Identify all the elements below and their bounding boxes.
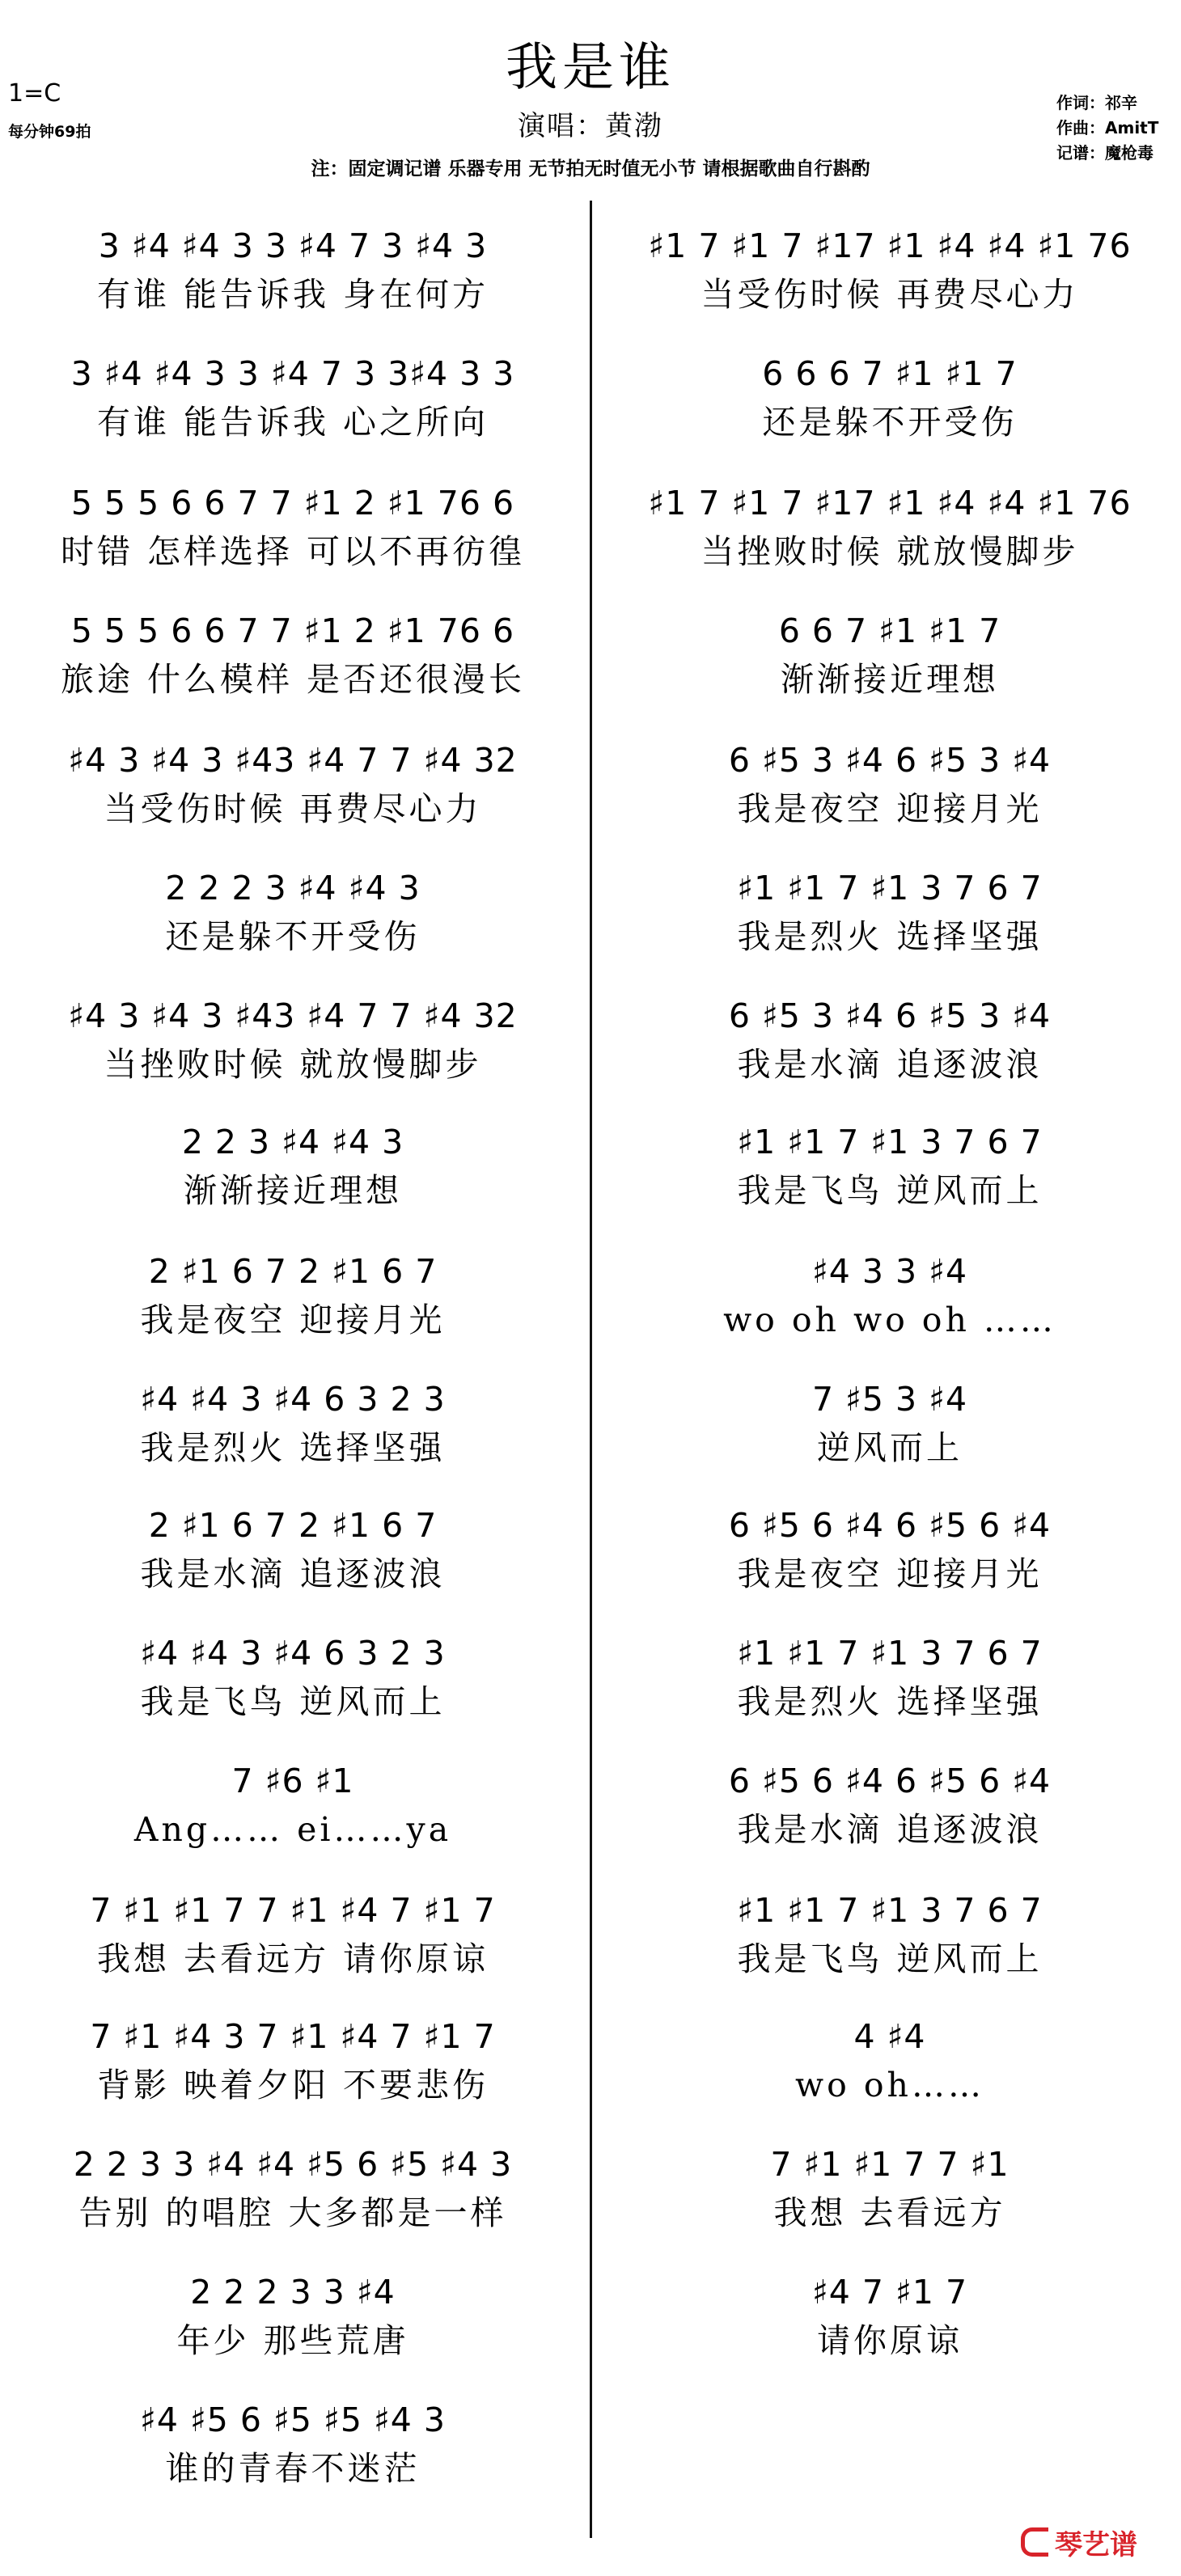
score-row [8, 2392, 578, 2489]
lyric-line: 我想 去看远方 [773, 2193, 1006, 2232]
score-row [8, 1372, 578, 1469]
note-numbers: ♯4 3 ♯4 3 ♯43 ♯4 7 7 ♯4 32 [68, 741, 518, 780]
lyric-line: wo oh wo oh …… [723, 1301, 1056, 1339]
score-row [605, 1244, 1175, 1341]
watermark-logo [1021, 2522, 1137, 2562]
note-numbers: ♯4 ♯4 3 ♯4 6 3 2 3 [140, 1634, 446, 1673]
lyric-line: 我是飞鸟 逆风而上 [737, 1939, 1043, 1978]
lyric-line: 逆风而上 [817, 1428, 963, 1467]
score-row [605, 603, 1175, 700]
note-numbers: 7 ♯6 ♯1 [231, 1762, 354, 1800]
lyric-line: 当挫败时候 就放慢脚步 [701, 532, 1079, 571]
lyric-line: 我是烈火 选择坚强 [737, 1682, 1043, 1721]
score-row [8, 1626, 578, 1723]
lyricist-credit: 作词：祁辛 [1056, 93, 1137, 112]
score-row [605, 346, 1175, 443]
lyric-line: 时错 怎样选择 可以不再彷徨 [60, 532, 526, 571]
note-numbers: 2 2 3 ♯4 ♯4 3 [181, 1123, 404, 1161]
score-row [605, 1372, 1175, 1469]
score-row [8, 1753, 578, 1851]
lyric-line: 我是水滴 追逐波浪 [737, 1045, 1043, 1084]
column-divider [590, 201, 592, 2538]
lyric-line: 我是烈火 选择坚强 [140, 1428, 446, 1467]
note-numbers: 5 5 5 6 6 7 7 ♯1 2 ♯1 76 6 [70, 611, 515, 650]
lyric-line: 我是夜空 迎接月光 [737, 789, 1043, 828]
score-row [605, 1115, 1175, 1212]
singer-credit: 演唱：黄渤 [518, 110, 663, 142]
note-numbers: 6 ♯5 3 ♯4 6 ♯5 3 ♯4 [728, 741, 1052, 780]
score-row [605, 1498, 1175, 1595]
note-numbers: ♯4 ♯4 3 ♯4 6 3 2 3 [140, 1380, 446, 1419]
lyric-line: 我想 去看远方 请你原谅 [96, 1939, 489, 1978]
score-row [605, 1626, 1175, 1723]
note-numbers: 7 ♯1 ♯1 7 7 ♯1 ♯4 7 ♯1 7 [90, 1891, 496, 1930]
lyric-line: 当受伤时候 再费尽心力 [104, 789, 482, 828]
lyric-line: 年少 那些荒唐 [176, 2321, 409, 2360]
lyric-line: 有谁 能告诉我 身在何方 [96, 275, 489, 314]
note-numbers: 3 ♯4 ♯4 3 3 ♯4 7 3 3♯4 3 3 [70, 354, 515, 393]
note-numbers: ♯4 7 ♯1 7 [811, 2273, 968, 2312]
watermark-text: 琴艺谱 [1055, 2528, 1137, 2561]
composer-credit: 作曲：AmitT [1056, 118, 1159, 137]
note-numbers: 6 ♯5 6 ♯4 6 ♯5 6 ♯4 [728, 1506, 1052, 1545]
lyric-line: 我是烈火 选择坚强 [737, 917, 1043, 956]
lyric-line: 我是水滴 追逐波浪 [737, 1810, 1043, 1849]
lyric-line: 我是夜空 迎接月光 [140, 1301, 446, 1339]
note-numbers: 6 6 6 7 ♯1 ♯1 7 [762, 354, 1018, 393]
score-row [8, 603, 578, 700]
tempo-marking: 每分钟69拍 [8, 123, 91, 141]
score-row [605, 218, 1175, 315]
note-numbers: 6 6 7 ♯1 ♯1 7 [778, 611, 1001, 650]
lyric-line: Ang…… ei……ya [133, 1810, 452, 1849]
lyric-line: 我是飞鸟 逆风而上 [737, 1171, 1043, 1210]
note-numbers: ♯1 ♯1 7 ♯1 3 7 6 7 [737, 1891, 1043, 1930]
note-numbers: ♯4 ♯5 6 ♯5 ♯5 ♯4 3 [140, 2400, 446, 2439]
lyric-line: 我是夜空 迎接月光 [737, 1554, 1043, 1593]
score-row [605, 861, 1175, 958]
note-numbers: ♯4 3 3 ♯4 [811, 1252, 968, 1291]
transcriber-credit: 记谱：魔枪毒 [1056, 143, 1153, 163]
lyric-line: 还是躲不开受伤 [165, 917, 421, 956]
note-numbers: 2 ♯1 6 7 2 ♯1 6 7 [148, 1506, 438, 1545]
score-row [605, 1883, 1175, 1980]
note-numbers: 7 ♯5 3 ♯4 [811, 1380, 968, 1419]
score-row [8, 1115, 578, 1212]
key-signature: 1=C [8, 79, 61, 108]
score-row [8, 861, 578, 958]
note-numbers: 2 2 3 3 ♯4 ♯4 ♯5 6 ♯5 ♯4 3 [73, 2145, 513, 2184]
lyric-line: 当受伤时候 再费尽心力 [701, 275, 1079, 314]
lyric-line: 旅途 什么模样 是否还很漫长 [60, 660, 526, 699]
score-row [605, 733, 1175, 830]
song-title: 我是谁 [506, 38, 675, 98]
score-row [8, 2137, 578, 2234]
note-numbers: 2 ♯1 6 7 2 ♯1 6 7 [148, 1252, 438, 1291]
score-row [605, 2265, 1175, 2362]
score-row [8, 1883, 578, 1980]
lyric-line: 还是躲不开受伤 [762, 403, 1018, 442]
score-row [8, 2009, 578, 2106]
note-numbers: 7 ♯1 ♯4 3 7 ♯1 ♯4 7 ♯1 7 [90, 2017, 496, 2056]
note-numbers: ♯1 ♯1 7 ♯1 3 7 6 7 [737, 1634, 1043, 1673]
score-row [8, 218, 578, 315]
score-row [8, 476, 578, 573]
score-row [8, 988, 578, 1085]
score-row [605, 988, 1175, 1085]
lyric-line: 渐渐接近理想 [184, 1171, 402, 1210]
score-row [8, 2265, 578, 2362]
lyric-line: 背影 映着夕阳 不要悲伤 [96, 2066, 489, 2104]
lyric-line: 我是飞鸟 逆风而上 [140, 1682, 446, 1721]
note-numbers: 5 5 5 6 6 7 7 ♯1 2 ♯1 76 6 [70, 484, 515, 522]
score-row [605, 1753, 1175, 1851]
score-row [8, 733, 578, 830]
note-numbers: 7 ♯1 ♯1 7 7 ♯1 [770, 2145, 1010, 2184]
note-numbers: 2 2 2 3 ♯4 ♯4 3 [165, 869, 421, 907]
lyric-line: 告别 的唱腔 大多都是一样 [78, 2193, 507, 2232]
notation-note: 注：固定调记谱 乐器专用 无节拍无时值无小节 请根据歌曲自行斟酌 [311, 159, 870, 180]
score-row [605, 476, 1175, 573]
lyric-line: 谁的青春不迷茫 [165, 2449, 421, 2488]
lyric-line: wo oh…… [795, 2066, 984, 2104]
score-row [605, 2137, 1175, 2234]
lyric-line: 请你原谅 [817, 2321, 963, 2360]
note-numbers: 4 ♯4 [853, 2017, 926, 2056]
score-row [8, 1244, 578, 1341]
note-numbers: 2 2 2 3 3 ♯4 [190, 2273, 396, 2312]
note-numbers: 3 ♯4 ♯4 3 3 ♯4 7 3 ♯4 3 [98, 226, 488, 265]
score-row [8, 1498, 578, 1595]
note-numbers: 6 ♯5 6 ♯4 6 ♯5 6 ♯4 [728, 1762, 1052, 1800]
lyric-line: 我是水滴 追逐波浪 [140, 1554, 446, 1593]
lyric-line: 渐渐接近理想 [781, 660, 999, 699]
score-row [8, 346, 578, 443]
note-numbers: ♯1 7 ♯1 7 ♯17 ♯1 ♯4 ♯4 ♯1 76 [648, 226, 1132, 265]
note-numbers: ♯1 ♯1 7 ♯1 3 7 6 7 [737, 869, 1043, 907]
lyric-line: 当挫败时候 就放慢脚步 [104, 1045, 482, 1084]
score-row [605, 2009, 1175, 2106]
qinyipu-logo-icon [1021, 2527, 1048, 2557]
note-numbers: ♯4 3 ♯4 3 ♯43 ♯4 7 7 ♯4 32 [68, 996, 518, 1035]
note-numbers: ♯1 7 ♯1 7 ♯17 ♯1 ♯4 ♯4 ♯1 76 [648, 484, 1132, 522]
lyric-line: 有谁 能告诉我 心之所向 [96, 403, 489, 442]
note-numbers: ♯1 ♯1 7 ♯1 3 7 6 7 [737, 1123, 1043, 1161]
note-numbers: 6 ♯5 3 ♯4 6 ♯5 3 ♯4 [728, 996, 1052, 1035]
